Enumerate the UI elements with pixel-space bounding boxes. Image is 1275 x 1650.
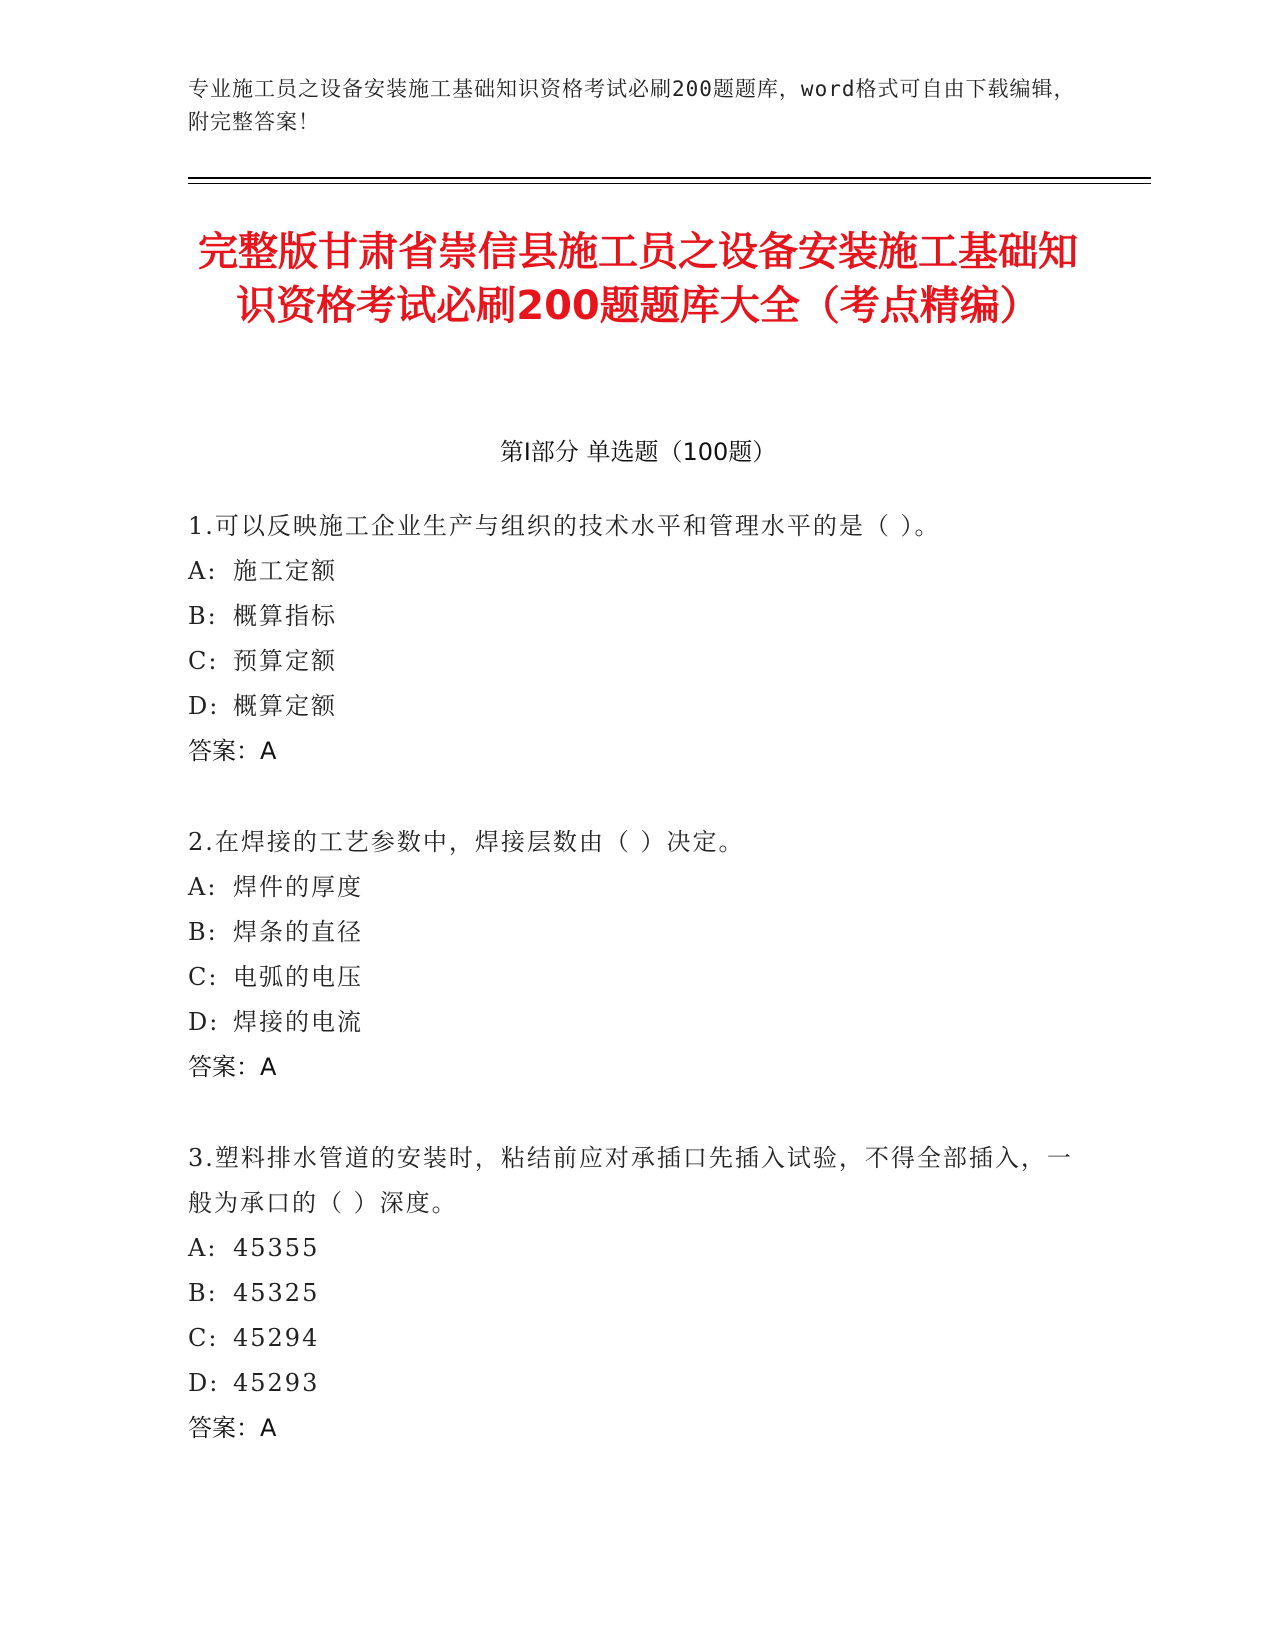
option-text: 45325: [233, 1279, 320, 1307]
question-stem: 2.在焊接的工艺参数中，焊接层数由（ ）决定。: [188, 828, 745, 856]
section-title: 第Ⅰ部分 单选题（100题）: [499, 438, 777, 466]
option-d: [188, 1000, 1088, 1045]
question-2: [188, 820, 1088, 1090]
header-divider-thin: [188, 183, 1151, 184]
option-label: B:: [188, 1279, 218, 1307]
option-d: [188, 1361, 1088, 1406]
option-b: [188, 910, 1088, 955]
header-note: 专业施工员之设备安装施工基础知识资格考试必刷200题题库，word格式可自由下载编辑，附完整答案！: [188, 77, 1076, 134]
option-label: C:: [188, 647, 219, 675]
option-text: 电弧的电压: [233, 963, 363, 991]
option-label: D:: [188, 1008, 220, 1036]
question-stem: 3.塑料排水管道的安装时，粘结前应对承插口先插入试验，不得全部插入，一般为承口的（ ）深度。: [188, 1144, 1073, 1217]
option-a: [188, 1226, 1088, 1271]
answer: 答案：A: [188, 1414, 277, 1442]
option-b: [188, 594, 1088, 639]
option-label: A:: [188, 873, 218, 901]
answer: 答案：A: [188, 1053, 277, 1081]
option-label: B:: [188, 602, 218, 630]
option-label: B:: [188, 918, 218, 946]
option-a: [188, 865, 1088, 910]
option-label: D:: [188, 1369, 220, 1397]
option-text: 焊条的直径: [233, 918, 363, 946]
option-a: [188, 549, 1088, 594]
header-divider-thick: [188, 177, 1151, 179]
option-text: 施工定额: [233, 557, 337, 585]
option-text: 概算定额: [233, 692, 337, 720]
option-label: C:: [188, 963, 219, 991]
option-text: 焊接的电流: [233, 1008, 363, 1036]
option-label: C:: [188, 1324, 219, 1352]
option-text: 45294: [233, 1324, 320, 1352]
option-d: [188, 684, 1088, 729]
option-label: A:: [188, 1234, 218, 1262]
question-1: [188, 504, 1088, 774]
option-text: 焊件的厚度: [233, 873, 363, 901]
option-label: D:: [188, 692, 220, 720]
question-stem: 1.可以反映施工企业生产与组织的技术水平和管理水平的是（ ）。: [188, 512, 941, 540]
answer: 答案：A: [188, 737, 277, 765]
option-text: 45355: [233, 1234, 320, 1262]
option-text: 预算定额: [233, 647, 337, 675]
question-3: [188, 1136, 1088, 1451]
option-b: [188, 1271, 1088, 1316]
document-title: 完整版甘肃省崇信县施工员之设备安装施工基础知识资格考试必刷200题题库大全（考点精编）: [198, 229, 1078, 329]
option-text: 概算指标: [233, 602, 337, 630]
option-c: [188, 955, 1088, 1000]
option-text: 45293: [233, 1369, 320, 1397]
option-c: [188, 1316, 1088, 1361]
option-c: [188, 639, 1088, 684]
option-label: A:: [188, 557, 218, 585]
